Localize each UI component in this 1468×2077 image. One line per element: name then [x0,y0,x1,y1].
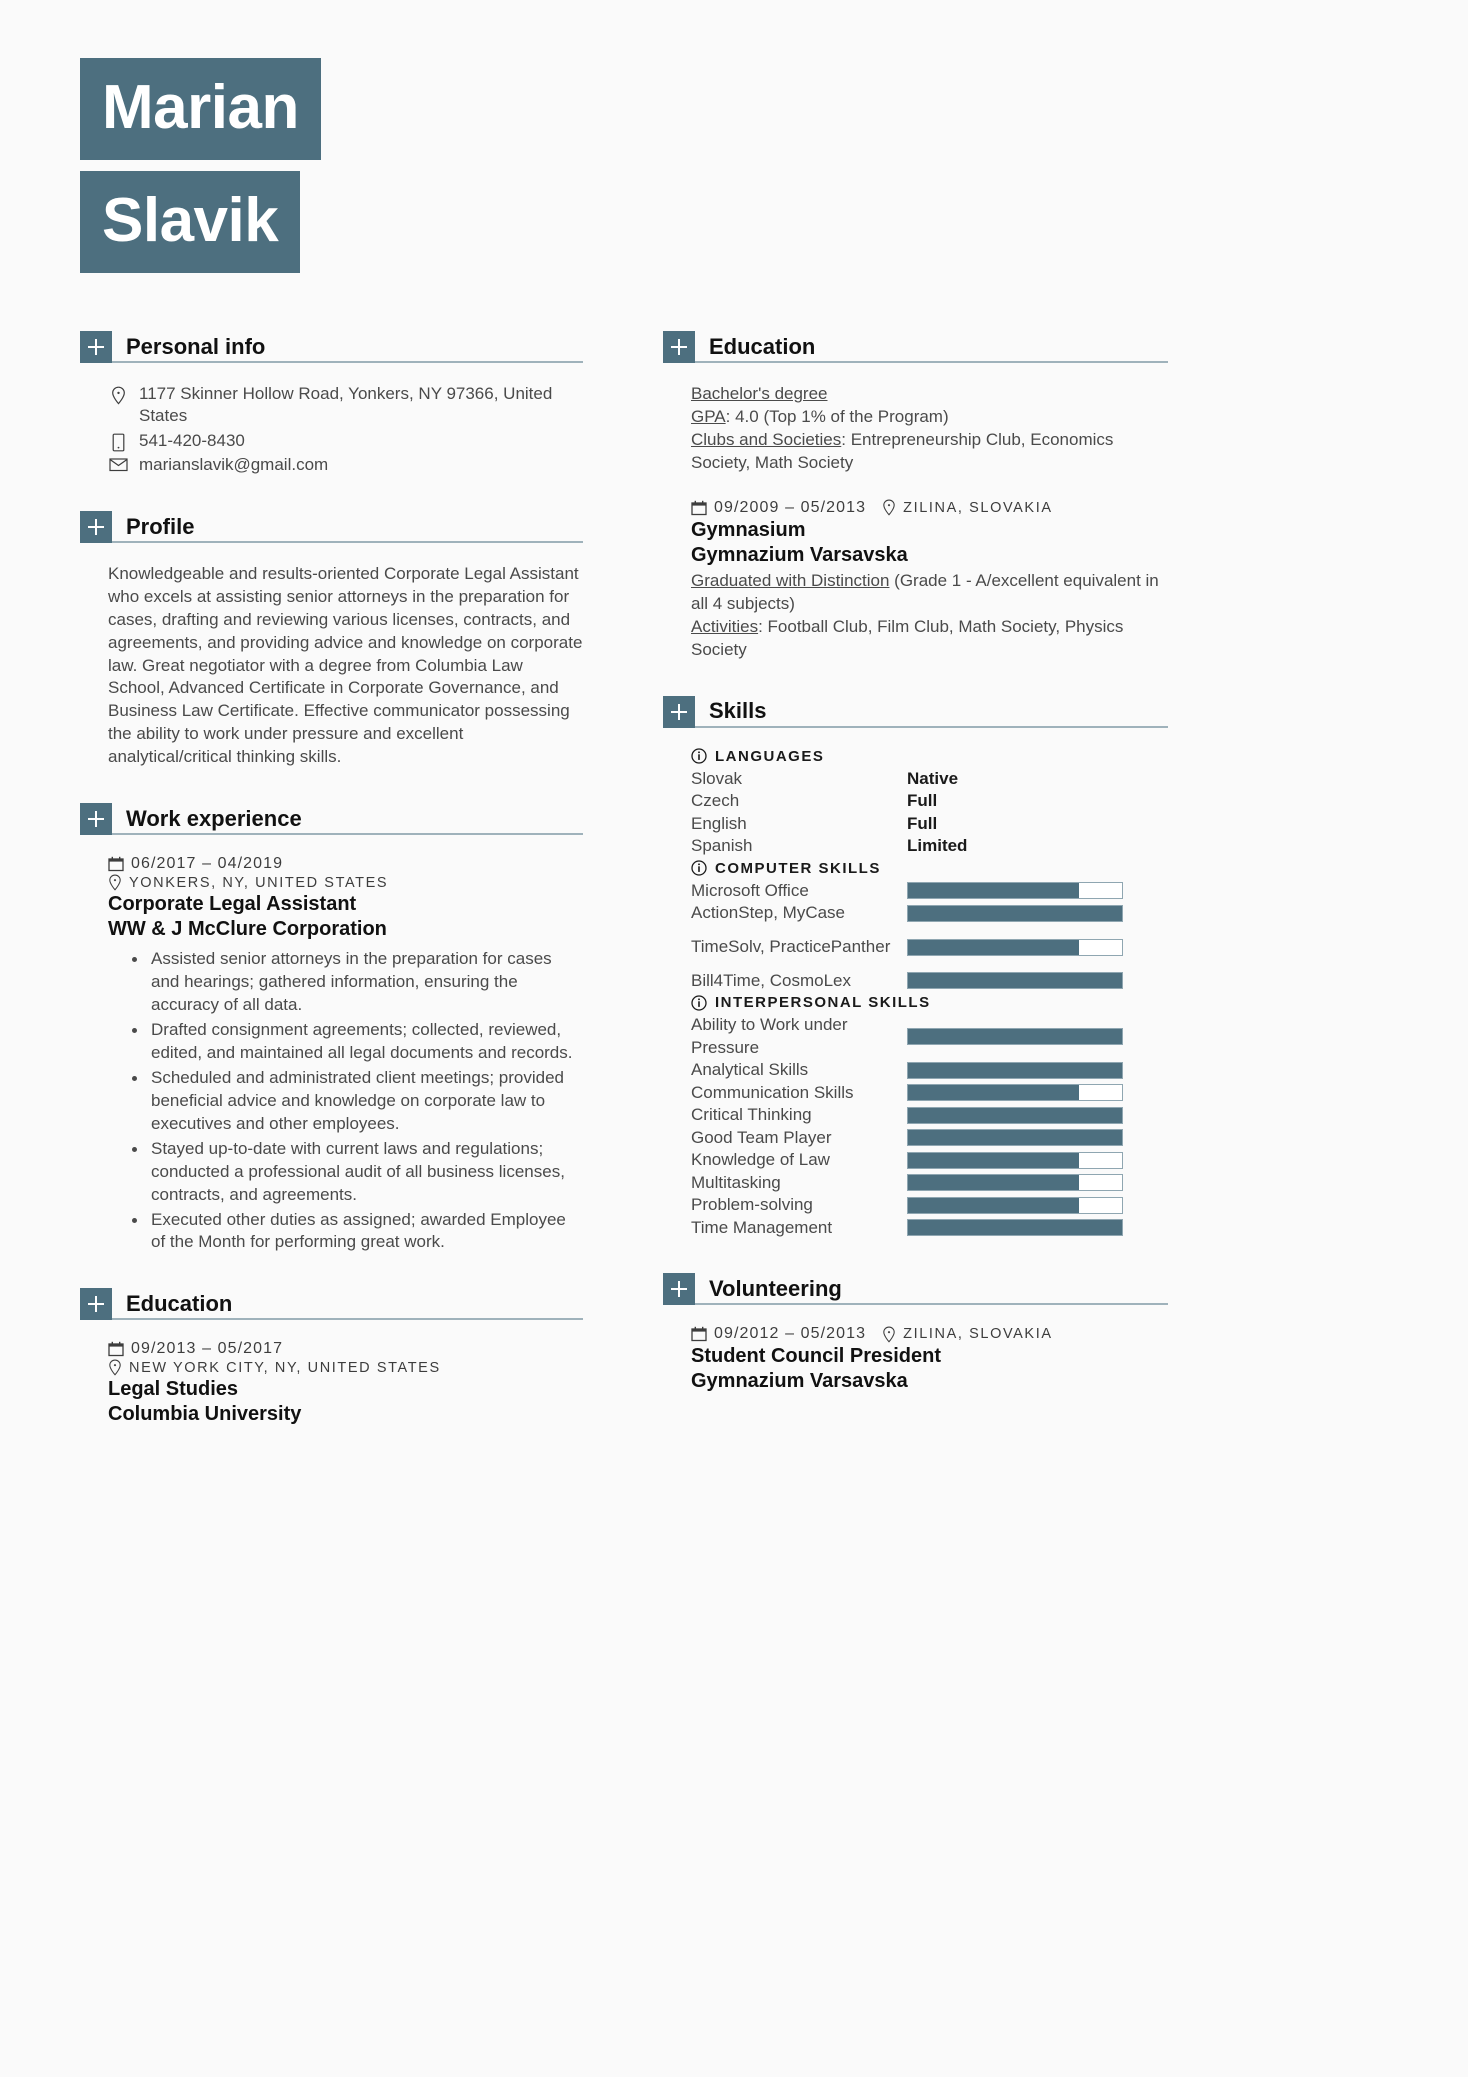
skill-row [691,1014,1168,1059]
education-details [691,570,1168,662]
calendar-icon [108,1341,124,1357]
skill-label: Communication Skills [691,1082,854,1102]
volunteering-entry [663,1325,1168,1394]
skill-label: Bill4Time, CosmoLex [691,970,851,990]
skill-group-title: LANGUAGES [715,747,825,765]
profile-text: Knowledgeable and results-oriented Corporate Legal Assistant who excels at assisting senior attorneys in the preparation for cases, drafting and reviewing various licenses, contracts, and agreements, and providing advice and knowledge on corporate law. Great negotiator with a degree from Columbia Law School, Advanced Certificate in Corporate Governance, and Business Law Certificate. Effective communicator possessing the ability to work under pressure and excellent analytical/critical thinking skills. [108,563,583,767]
location-pin-icon [108,874,122,891]
section-header [80,331,583,363]
degree-label: Bachelor's degree [691,384,828,403]
section-title: Volunteering [709,1275,842,1301]
section-header [663,1273,1168,1305]
section-header [80,803,583,835]
section-education-left [80,1288,583,1427]
name-header [80,58,1388,273]
list-item: Executed other duties as assigned; awarded Employee of the Month for performing great work. [132,1209,583,1255]
skill-bar [907,1152,1123,1169]
skill-label: Ability to Work under Pressure [691,1015,848,1057]
section-profile [80,511,583,769]
education-school: Columbia University [108,1403,302,1426]
skill-label: Spanish [691,836,753,856]
info-icon [691,860,707,876]
phone-icon [108,430,128,452]
education-dates: 09/2009 – 05/2013 [714,498,867,516]
gpa-label: GPA [691,406,726,426]
skill-row [691,880,1168,903]
skill-row [691,1194,1168,1217]
section-header [663,331,1168,363]
skill-bar [907,939,1123,956]
education-program: Gymnasium [691,518,806,541]
clubs-label: Clubs and Societies [691,429,842,449]
section-title: Education [126,1291,233,1317]
section-skills [663,696,1168,1240]
right-column [663,331,1168,1428]
calendar-icon [691,500,707,516]
skill-level: Limited [907,836,968,856]
skill-bar [907,1028,1123,1045]
skill-label: Problem-solving [691,1195,813,1215]
date-row [108,855,583,873]
skill-bar [907,1197,1123,1214]
activities-label: Activities [691,616,759,636]
job-title: Corporate Legal Assistant [108,893,357,916]
skill-row [691,1059,1168,1082]
skill-label: Slovak [691,768,743,788]
left-column [80,331,583,1461]
skill-row [691,902,1168,925]
education-top-details [663,383,1168,475]
section-work-experience [80,803,583,1254]
plus-icon [663,331,695,363]
info-icon [691,748,707,764]
skill-group-languages [691,748,1168,858]
section-education-right [663,331,1168,662]
skill-group-computer-skills [691,860,1168,993]
skill-bar [907,1174,1123,1191]
contact-phone-row [108,430,583,452]
skill-label: English [691,813,747,833]
work-location: YONKERS, NY, UNITED STATES [129,874,389,891]
last-name: Slavik [80,171,300,273]
location-pin-icon [108,1359,122,1376]
skill-row [691,835,1168,858]
skill-row [691,1149,1168,1172]
gpa-value: : 4.0 (Top 1% of the Program) [725,406,949,426]
section-title: Skills [709,698,767,724]
section-header [80,1288,583,1320]
skill-label: Critical Thinking [691,1105,812,1125]
skill-bar [907,1062,1123,1079]
contact-phone[interactable]: 541-420-8430 [139,430,245,450]
section-title: Personal info [126,333,266,359]
plus-icon [80,511,112,543]
skill-row [691,1172,1168,1195]
volunteering-dates: 09/2012 – 05/2013 [714,1325,867,1342]
list-item: Scheduled and administrated client meetings; provided beneficial advice and knowledge on corporate law to executives and other employees. [132,1067,583,1136]
skill-level: Full [907,791,938,811]
section-header [80,511,583,543]
skill-bar [907,1129,1123,1146]
company-name: WW & J McClure Corporation [108,918,387,941]
first-name: Marian [80,58,321,160]
education-entry [80,1340,583,1427]
section-personal-info [80,331,583,477]
location-pin-icon [108,383,128,405]
location-pin-icon [882,499,896,516]
skill-row [691,813,1168,836]
calendar-icon [691,1326,707,1342]
skill-row [691,768,1168,791]
plus-icon [80,1288,112,1320]
education-location: NEW YORK CITY, NY, UNITED STATES [129,1359,441,1376]
list-item: Assisted senior attorneys in the preparation for cases and hearings; gathered information, ensuring the accuracy of all data. [132,948,583,1017]
location-row [108,874,583,891]
education-location: ZILINA, SLOVAKIA [903,499,1053,516]
skill-group-title: INTERPERSONAL SKILLS [715,994,931,1011]
list-item: Stayed up-to-date with current laws and regulations; conducted a professional audit of all business licenses, contracts, and agreements. [132,1138,583,1207]
calendar-icon [108,856,124,872]
skill-bar [907,972,1123,989]
contact-address: 1177 Skinner Hollow Road, Yonkers, NY 97366, United States [139,384,553,426]
skill-bar [907,1107,1123,1124]
info-icon [691,995,707,1011]
clubs-value: : Entrepreneurship Club, Economics Society, Math Society [691,429,1114,472]
skill-label: Time Management [691,1217,833,1237]
list-item: Drafted consignment agreements; collected, reviewed, edited, and maintained all legal documents and records. [132,1019,583,1065]
plus-icon [663,696,695,728]
volunteering-location: ZILINA, SLOVAKIA [903,1326,1053,1342]
education-dates: 09/2013 – 05/2017 [131,1340,284,1358]
skill-row [691,1104,1168,1127]
plus-icon [80,331,112,363]
education-entry [663,499,1168,662]
skill-row [691,1127,1168,1150]
section-title: Profile [126,513,195,539]
contact-email[interactable]: marianslavik@gmail.com [139,455,329,475]
skill-label: Good Team Player [691,1127,832,1147]
section-title: Work experience [126,806,302,831]
work-bullets [108,948,583,1254]
skill-bar [907,1219,1123,1236]
contact-email-row [108,454,583,476]
skill-level: Native [907,768,959,788]
location-row [108,1359,583,1376]
skill-bar [907,905,1123,922]
plus-icon [663,1273,695,1305]
skill-label: TimeSolv, PracticePanther [691,936,891,956]
skill-row [691,790,1168,813]
volunteering-organization: Gymnazium Varsavska [691,1370,908,1392]
distinction-value: (Grade 1 - A/excellent equivalent in all 4 subjects) [691,570,1159,613]
activities-value: : Football Club, Film Club, Math Society, Physics Society [691,616,1124,659]
skill-label: Microsoft Office [691,880,809,900]
skill-group-title: COMPUTER SKILLS [715,859,881,877]
date-location-row [691,1325,1168,1343]
skill-label: Analytical Skills [691,1060,809,1080]
section-header [663,696,1168,728]
skill-row [691,925,1168,970]
skill-group-interpersonal-skills [691,994,1168,1239]
skill-label: Knowledge of Law [691,1150,830,1170]
section-title: Education [709,333,816,359]
volunteering-role: Student Council President [691,1345,942,1367]
date-location-row [691,499,1168,517]
skills-body [663,748,1168,1240]
skill-row [691,1082,1168,1105]
skill-bar [907,882,1123,899]
skill-row [691,1217,1168,1240]
work-dates: 06/2017 – 04/2019 [131,855,284,873]
education-program: Legal Studies [108,1378,239,1401]
work-entry [80,855,583,1254]
date-row [108,1340,583,1358]
distinction-label: Graduated with Distinction [691,570,890,590]
skill-row [691,970,1168,993]
education-school: Gymnazium Varsavska [691,543,908,566]
skill-level: Full [907,813,938,833]
section-volunteering [663,1273,1168,1394]
skill-label: ActionStep, MyCase [691,903,846,923]
skill-label: Czech [691,791,740,811]
skill-bar [907,1084,1123,1101]
plus-icon [80,803,112,835]
envelope-icon [108,454,128,472]
location-pin-icon [882,1326,896,1343]
skill-label: Multitasking [691,1172,781,1192]
contact-address-row [108,383,583,428]
